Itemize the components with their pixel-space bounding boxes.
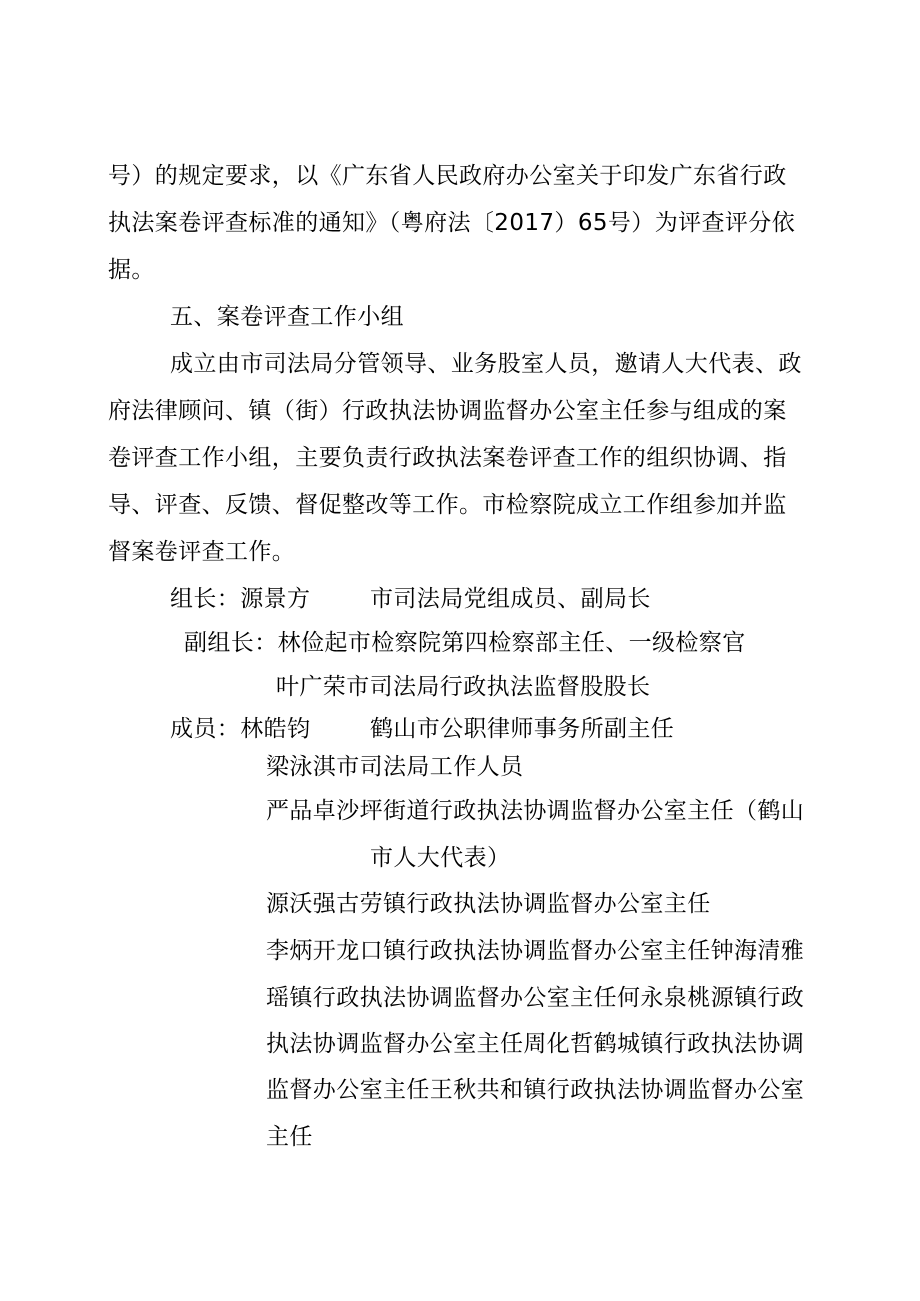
member-line: 李炳开龙口镇行政执法协调监督办公室主任钟海清雅 — [266, 938, 805, 964]
member-line: 梁泳淇市司法局工作人员 — [266, 754, 524, 780]
paragraph-line: 督案卷评查工作。 — [108, 539, 296, 565]
paragraph-line: 府法律顾问、镇（街）行政执法协调监督办公室主任参与组成的案 — [108, 398, 787, 424]
leader-label: 组长：源景方 — [170, 586, 311, 612]
intro-line: 执法案卷评查标准的通知》（粤府法〔2017）65号）为评查评分依 — [108, 210, 796, 236]
member-line: 监督办公室主任王秋共和镇行政执法协调监督办公室 — [266, 1077, 805, 1103]
paragraph-line: 成立由市司法局分管领导、业务股室人员，邀请人大代表、政 — [170, 351, 802, 377]
leader-title: 市司法局党组成员、副局长 — [370, 586, 651, 612]
intro-line: 据。 — [108, 257, 155, 283]
member-line: 主任 — [266, 1124, 313, 1150]
intro-line: 号）的规定要求，以《广东省人民政府办公室关于印发广东省行政 — [108, 163, 787, 189]
member-line: 市人大代表） — [370, 845, 511, 871]
deputy-line: 副组长：林俭起市检察院第四检察部主任、一级检察官 — [184, 630, 746, 656]
deputy-line: 叶广荣市司法局行政执法监督股股长 — [276, 674, 651, 700]
member-title: 鹤山市公职律师事务所副主任 — [370, 716, 675, 742]
member-line: 严品卓沙坪街道行政执法协调监督办公室主任（鹤山 — [266, 798, 805, 824]
member-line: 源沃强古劳镇行政执法协调监督办公室主任 — [266, 891, 711, 917]
member-label: 成员：林皓钧 — [170, 716, 311, 742]
paragraph-line: 卷评查工作小组，主要负责行政执法案卷评查工作的组织协调、指 — [108, 445, 787, 471]
member-line: 瑶镇行政执法协调监督办公室主任何永泉桃源镇行政 — [266, 985, 805, 1011]
section-heading: 五、案卷评查工作小组 — [170, 304, 404, 330]
paragraph-line: 导、评查、反馈、督促整改等工作。市检察院成立工作组参加并监 — [108, 492, 787, 518]
member-line: 执法协调监督办公室主任周化哲鹤城镇行政执法协调 — [266, 1031, 805, 1057]
